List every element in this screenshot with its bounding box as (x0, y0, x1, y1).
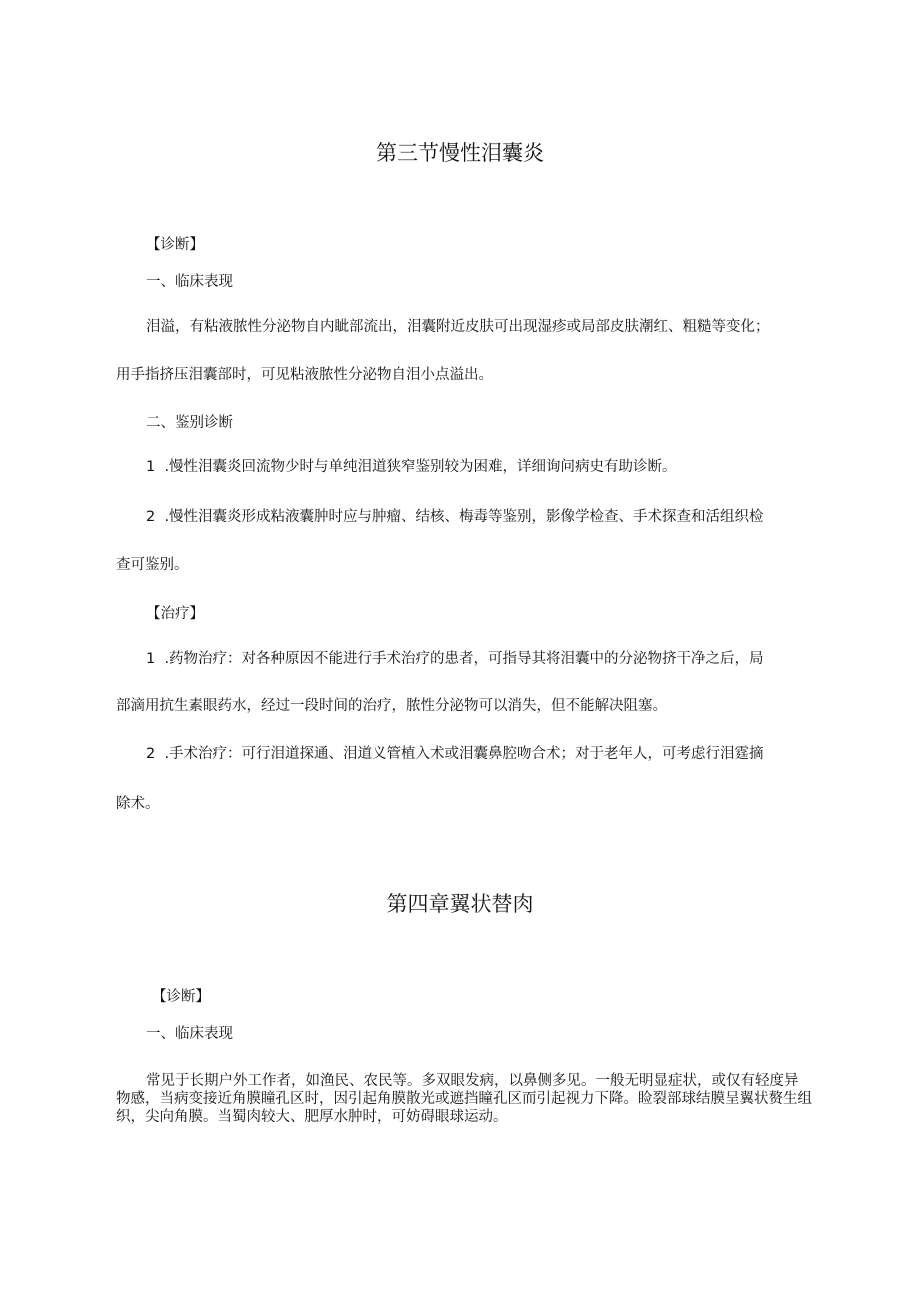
treatment-item-2-cont: 除术。 (116, 796, 160, 812)
differential-heading: 二、鉴别诊断 (146, 415, 233, 431)
treatment-item-1-cont: 部滴用抗生素眼药水，经过一段时间的治疗，脓性分泌物可以消失，但不能解决阻塞。 (116, 698, 667, 714)
clinical-heading: 一、临床表现 (146, 1026, 233, 1042)
treatment-label: 【治疗】 (146, 606, 204, 622)
section-title: 第三节慢性泪囊炎 (376, 141, 544, 165)
clinical-heading: 一、临床表现 (146, 274, 233, 290)
treatment-item-2: 2 .手术治疗：可行泪道探通、泪道义管植入术或泪囊鼻腔吻合术；对于老年人，可考虑行泪霆摘 (146, 746, 764, 762)
differential-item-2: 2 .慢性泪囊炎形成粘液囊肿时应与肿瘤、结核、梅毒等鉴别，影像学检查、手术探查和活组织检 (146, 509, 764, 525)
clinical-text-line: 用手指挤压泪囊部时，可见粘液脓性分泌物自泪小点溢出。 (116, 367, 493, 383)
clinical-text-line: 泪溢，有粘液脓性分泌物自内眦部流出，泪囊附近皮肤可出现湿疹或局部皮肤潮红、粗糙等变化； (146, 319, 770, 335)
diagnosis-label: 【诊断】 (152, 989, 210, 1005)
clinical-paragraph: 常见于长期户外工作者，如渔民、农民等。多双眼发病，以鼻侧多见。一般无明显症状，或仅有轻度异物感，当病变接近角膜瞳孔区时，因引起角膜散光或遮挡瞳孔区而引起视力下降。睑裂部球结膜呈翼状赘生组织，尖向角膜。当蜀肉较大、肥厚水肿时，可妨碍眼球运动。 (116, 1073, 812, 1125)
differential-item-2-cont: 查可鉴别。 (116, 557, 189, 573)
diagnosis-label: 【诊断】 (146, 237, 204, 253)
differential-item-1: 1 .慢性泪囊炎回流物少时与单纯泪道狭窄鉴别较为困难，详细询问病史有助诊断。 (146, 459, 677, 475)
treatment-item-1: 1 .药物治疗：对各种原因不能进行手术治疗的患者，可指导其将泪囊中的分泌物挤干净之后，局 (146, 651, 764, 667)
chapter-title: 第四章翼状替肉 (386, 892, 534, 916)
